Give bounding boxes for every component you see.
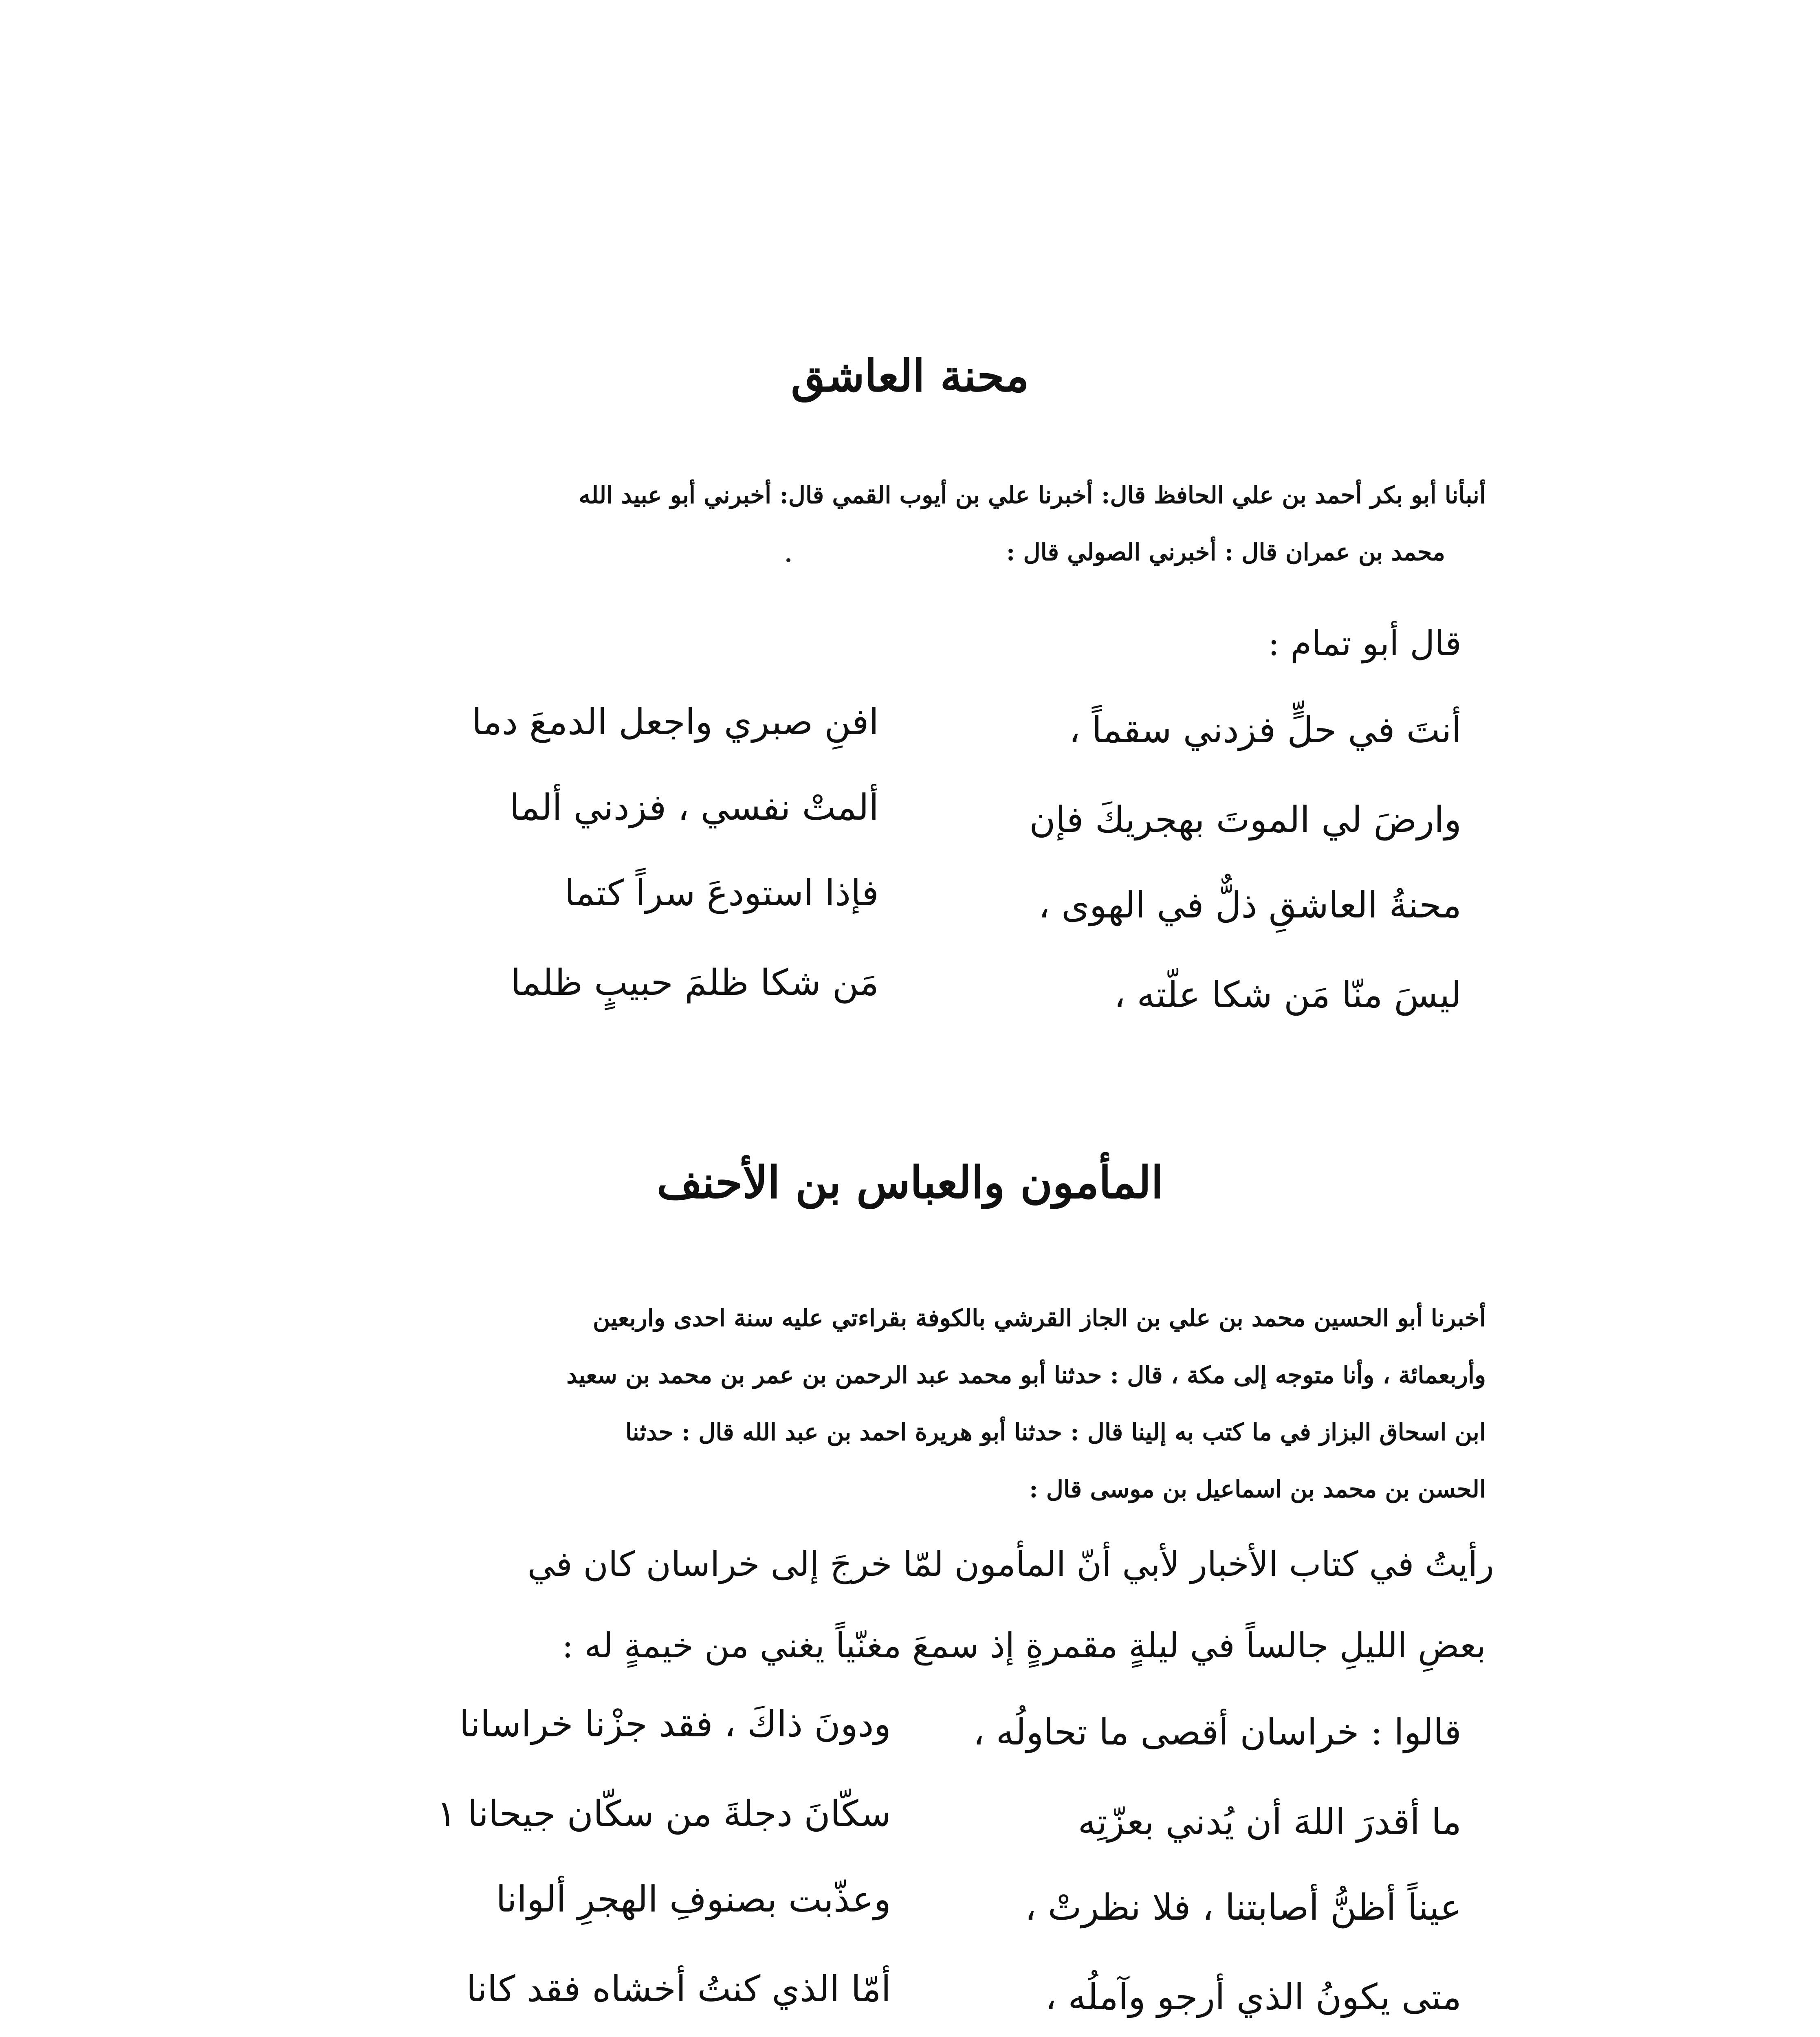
verse-hemistich-right: قالوا : خراسان أقصى ما تحاولُه ، xyxy=(973,1711,1461,1753)
isnad-line: وأربعمائة ، وأنا متوجه إلى مكة ، قال : حدثنا أبو محمد عبد الرحمن بن عمر بن محمد بن سعيد xyxy=(566,1361,1486,1389)
verse-hemistich-right: عيناً أظنُّ أصابتنا ، فلا نظرتْ ، xyxy=(1025,1886,1461,1928)
section-title: محنة العاشق xyxy=(791,350,1029,402)
isnad-line: الحسن بن محمد بن اسماعيل بن موسى قال : xyxy=(1029,1475,1486,1503)
verse-hemistich-left: افنِ صبري واجعل الدمعَ دما xyxy=(471,701,879,743)
isnad-line: أخبرنا أبو الحسين محمد بن علي بن الجاز القرشي بالكوفة بقراءتي عليه سنة احدى واربعين xyxy=(593,1304,1486,1332)
verse-hemistich-right: ما أقدرَ اللهَ أن يُدني بعزّتِه xyxy=(1078,1801,1461,1843)
scan-speck xyxy=(786,558,790,562)
verse-hemistich-right: وارضَ لي الموتَ بهجريكَ فإن xyxy=(1029,799,1461,840)
verse-hemistich-left: مَن شكا ظلمَ حبيبٍ ظلما xyxy=(511,961,879,1003)
prose-line: بعضِ الليلِ جالساً في ليلةٍ مقمرةٍ إذ سمعَ مغنّياً يغني من خيمةٍ له : xyxy=(562,1626,1486,1665)
isnad-line: أنبأنا أبو بكر أحمد بن علي الحافظ قال: أخبرنا علي بن أيوب القمي قال: أخبرني أبو عبيد الله xyxy=(579,481,1486,509)
verse-intro: قال أبو تمام : xyxy=(1268,623,1461,663)
verse-hemistich-left: ودونَ ذاكَ ، فقد جزْنا خراسانا xyxy=(459,1703,891,1745)
verse-hemistich-right: أنتَ في حلٍّ فزدني سقماً ، xyxy=(1069,709,1461,751)
verse-hemistich-right: متى يكونُ الذي أرجو وآملُه ، xyxy=(1045,1976,1461,2018)
verse-hemistich-left: سكّانَ دجلةَ من سكّان جيحانا ١ xyxy=(437,1793,891,1835)
verse-hemistich-right: ليسَ منّا مَن شكا علّته ، xyxy=(1114,974,1461,1016)
verse-hemistich-left: أمّا الذي كنتُ أخشاه فقد كانا xyxy=(466,1968,891,2010)
isnad-line: ابن اسحاق البزاز في ما كتب به إلينا قال : حدثنا أبو هريرة احمد بن عبد الله قال : حدثنا xyxy=(625,1418,1486,1446)
isnad-line: محمد بن عمران قال : أخبرني الصولي قال : xyxy=(1006,538,1445,566)
verse-hemistich-left: فإذا استودعَ سراً كتما xyxy=(564,872,879,914)
verse-hemistich-left: ألمتْ نفسي ، فزدني ألما xyxy=(509,786,879,828)
section-title: المأمون والعباس بن الأحنف xyxy=(656,1157,1164,1208)
verse-hemistich-right: محنةُ العاشقِ ذلٌّ في الهوى ، xyxy=(1038,884,1461,926)
verse-hemistich-left: وعذّبت بصنوفِ الهجرِ ألوانا xyxy=(496,1878,891,1920)
prose-line: رأيتُ في كتاب الأخبار لأبي أنّ المأمون لمّا خرجَ إلى خراسان كان في xyxy=(527,1544,1494,1584)
